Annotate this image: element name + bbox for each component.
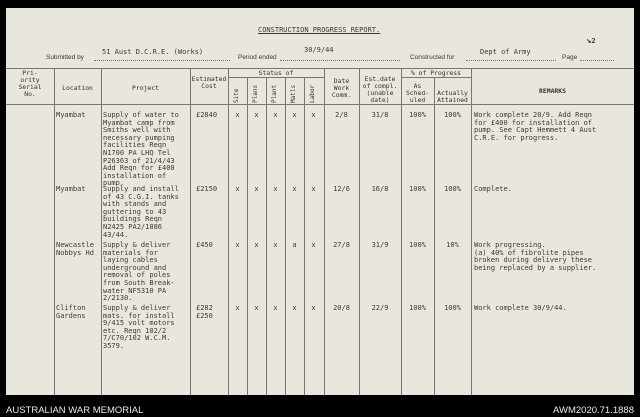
row-project-line: etc. Reqn 102/2 — [103, 326, 167, 335]
row-project-line: mats. for install — [103, 311, 175, 320]
row-as-scheduled: 100% — [409, 111, 426, 119]
row-project-line: with stands and — [103, 200, 167, 209]
col-status-labor: Labor — [309, 84, 316, 103]
row-location: Clifton Gardens — [56, 304, 86, 320]
report-sheet — [6, 8, 634, 395]
col-location: Location — [62, 84, 93, 92]
row-status-mark: a — [292, 241, 297, 249]
col-priority: Pri- ority Serial No. — [18, 69, 42, 98]
row-remarks-line: Work complete 20/9. Add Reqn — [474, 111, 593, 119]
row-project-line: 2/2130. — [103, 294, 133, 303]
row-est-date: 31/8 — [371, 111, 389, 119]
row-project-line: water NF5310 PA — [103, 286, 167, 295]
row-actually: 100% — [444, 111, 461, 119]
row-project-line: of 43 C.G.I. tanks — [103, 192, 179, 201]
row-status-mark: x — [311, 111, 316, 119]
page-number: ↘︎2 — [586, 36, 596, 46]
row-project-line: 43/44. — [103, 230, 129, 239]
row-project-line: necessary pumping — [103, 133, 175, 142]
row-cost: £450 — [196, 241, 213, 249]
row-project-line: 7/C70/102 W.C.M. — [103, 334, 171, 343]
col-status-site: Site — [233, 88, 240, 103]
col-project: Project — [132, 84, 159, 92]
row-status-mark: x — [273, 241, 278, 249]
row-status-mark: x — [292, 111, 297, 119]
row-project-line: pump. — [103, 179, 125, 188]
col-progress-group: % of Progress — [410, 69, 462, 77]
row-status-mark: x — [254, 304, 259, 312]
row-remarks-line: C.R.E. for progress. — [474, 133, 559, 142]
row-status-mark: x — [235, 185, 240, 193]
row-project-line: laying cables — [103, 256, 158, 265]
row-actually: 10% — [446, 241, 459, 249]
row-remarks-line: Work progressing. — [474, 241, 546, 249]
row-project-line: guttering to 43 — [103, 207, 167, 216]
row-status-mark: x — [254, 111, 259, 119]
row-project-line: Smiths well with — [103, 126, 171, 135]
row-status-mark: x — [311, 185, 316, 193]
row-status-mark: x — [235, 111, 240, 119]
row-date-work: 12/6 — [333, 185, 350, 193]
period-value: 30/9/44 — [304, 46, 334, 54]
row-remarks-line: for £400 for installation of — [474, 118, 593, 127]
submitted-value: 51 Aust D.C.R.E. (Works) — [102, 48, 204, 56]
col-as-scheduled: As Sched- uled — [405, 82, 430, 104]
row-date-work: 20/8 — [333, 304, 350, 312]
row-date-work: 2/8 — [335, 111, 348, 119]
row-as-scheduled: 100% — [409, 185, 426, 193]
row-project-line: Add Reqn for £400 — [103, 164, 175, 173]
row-location: Myambat — [56, 185, 86, 193]
row-cost: £2840 — [196, 111, 218, 119]
row-status-mark: x — [254, 185, 259, 193]
row-remarks-line: broken during delivery these — [474, 256, 593, 265]
row-project-line: P26363 of 21/4/43 — [103, 156, 175, 165]
row-remarks-line: being replaced by a supplier. — [474, 263, 597, 272]
row-status-mark: x — [273, 304, 278, 312]
row-cost: £282 — [196, 304, 213, 312]
col-status-group: Status of — [258, 69, 294, 77]
col-status-matls: Matls — [290, 84, 297, 103]
row-as-scheduled: 100% — [409, 304, 426, 312]
row-status-mark: x — [273, 111, 278, 119]
row-project-line: underground and — [103, 263, 167, 272]
row-project-line: materials for — [103, 248, 158, 257]
row-project-line: Supply and install — [103, 185, 179, 193]
row-project-line: 9/415 volt motors — [103, 319, 175, 328]
col-status-plant: Plant — [271, 84, 278, 103]
col-remarks: REMARKS — [539, 87, 566, 95]
constructed-label: Constructed for — [410, 54, 455, 61]
col-actually: Actually Attained — [437, 89, 468, 104]
row-project-line: N2425 PA2/1886 — [103, 223, 163, 231]
row-as-scheduled: 100% — [409, 241, 426, 249]
report-title: CONSTRUCTION PROGRESS REPORT. — [258, 26, 381, 34]
row-remarks-line: pump. See Capt Hemmett 4 Aust — [474, 126, 597, 135]
row-location: Newcastle Nobbys Hd — [56, 241, 94, 257]
constructed-value: Dept of Army — [480, 48, 531, 56]
row-status-mark: x — [235, 241, 240, 249]
row-location: Myambat — [56, 111, 86, 119]
row-cost: £250 — [196, 311, 213, 320]
row-project-line: buildings Reqn — [103, 215, 163, 224]
submitted-label: Submitted by — [46, 54, 84, 61]
col-status-plans: Plans — [252, 84, 259, 103]
row-actually: 100% — [444, 185, 461, 193]
row-date-work: 27/8 — [333, 241, 350, 249]
row-project-line: Supply & deliver — [103, 304, 171, 312]
row-status-mark: x — [254, 241, 259, 249]
row-actually: 100% — [444, 304, 461, 312]
row-project-line: 3579. — [103, 342, 125, 350]
period-label: Period ended — [238, 54, 277, 61]
row-status-mark: x — [311, 241, 316, 249]
row-project-line: removal of poles — [103, 271, 171, 280]
row-status-mark: x — [273, 185, 278, 193]
row-project-line: from South Break- — [103, 279, 175, 287]
row-status-mark: x — [311, 304, 316, 312]
row-remarks-line: (a) 40% of fibrolite pipes — [474, 248, 584, 257]
page-label: Page — [562, 54, 578, 61]
footer-left: AUSTRALIAN WAR MEMORIAL — [6, 405, 144, 416]
row-status-mark: x — [292, 304, 297, 312]
row-project-line: Supply & deliver — [103, 241, 171, 249]
row-project-line: Myambat camp from — [103, 118, 175, 127]
row-cost: £2150 — [196, 185, 218, 193]
col-date-work: Date Work Comm. — [331, 77, 352, 99]
row-remarks-line: Work complete 30/9/44. — [474, 304, 567, 312]
row-est-date: 22/9 — [371, 304, 389, 312]
footer-right: AWM2020.71.1888 — [553, 405, 634, 416]
row-project-line: Supply of water to — [103, 111, 179, 119]
row-est-date: 16/8 — [371, 185, 389, 193]
row-status-mark: x — [235, 304, 240, 312]
col-est-date: Est.date of compl. (unable date) — [362, 75, 398, 104]
row-project-line: installation of — [103, 171, 167, 180]
row-status-mark: x — [292, 185, 297, 193]
col-cost: Estimated Cost — [191, 75, 227, 90]
row-project-line: facilities Reqn — [103, 141, 167, 150]
row-remarks-line: Complete. — [474, 185, 512, 193]
row-est-date: 31/9 — [371, 241, 389, 249]
row-project-line: N1700 PA LHQ Tel — [103, 149, 171, 157]
